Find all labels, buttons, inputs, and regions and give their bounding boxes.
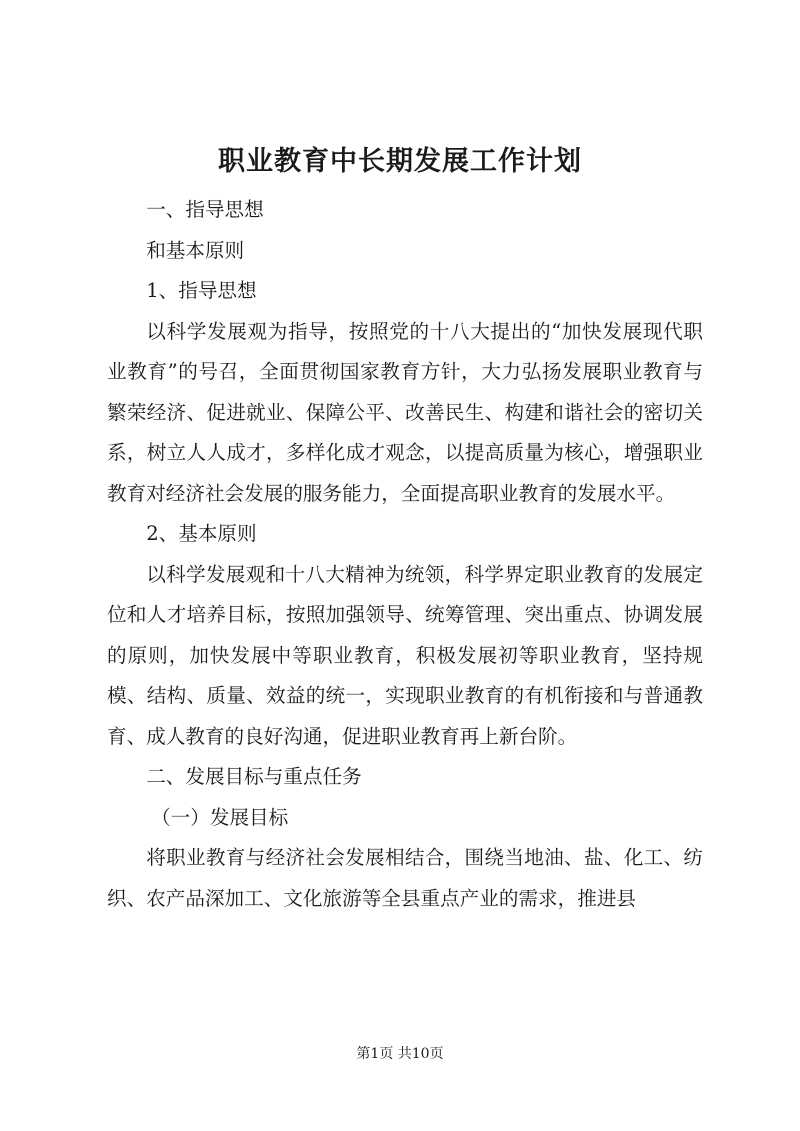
page-number-footer: 第1页 共10页 bbox=[356, 1046, 444, 1062]
subsection-heading: 2、基本原则 bbox=[146, 522, 257, 545]
body-paragraph: 以科学发展观和十八大精神为统领，科学界定职业教育的发展定位和人才培养目标，按照加强领导、统筹管理、突出重点、协调发展的原则，加快发展中等职业教育，积极发展初等职业教育，坚持规模、结构、质量、效益的统一，实现职业教育的有机衔接和与普通教育、成人教育的良好沟通，促进职业教育再上新台阶。 bbox=[107, 562, 703, 748]
document-title: 职业教育中长期发展工作计划 bbox=[218, 146, 582, 177]
subsection-heading: 1、指导思想 bbox=[146, 279, 257, 302]
body-paragraph: 以科学发展观为指导，按照党的十八大提出的“加快发展现代职业教育”的号召，全面贯彻国家教育方针，大力弘扬发展职业教育与繁荣经济、促进就业、保障公平、改善民生、构建和谐社会的密切关系，树立人人成才，多样化成才观念，以提高质量为核心，增强职业教育对经济社会发展的服务能力，全面提高职业教育的发展水平。 bbox=[107, 319, 703, 505]
section-heading: 和基本原则 bbox=[146, 238, 245, 262]
section-heading: 二、发展目标与重点任务 bbox=[146, 765, 362, 788]
document-body bbox=[107, 190, 703, 919]
body-paragraph: 将职业教育与经济社会发展相结合，围绕当地油、盐、化工、纺织、农产品深加工、文化旅游等全县重点产业的需求，推进县 bbox=[107, 846, 703, 910]
section-heading: 一、指导思想 bbox=[146, 198, 264, 221]
subsection-heading: （一）发展目标 bbox=[151, 805, 289, 829]
